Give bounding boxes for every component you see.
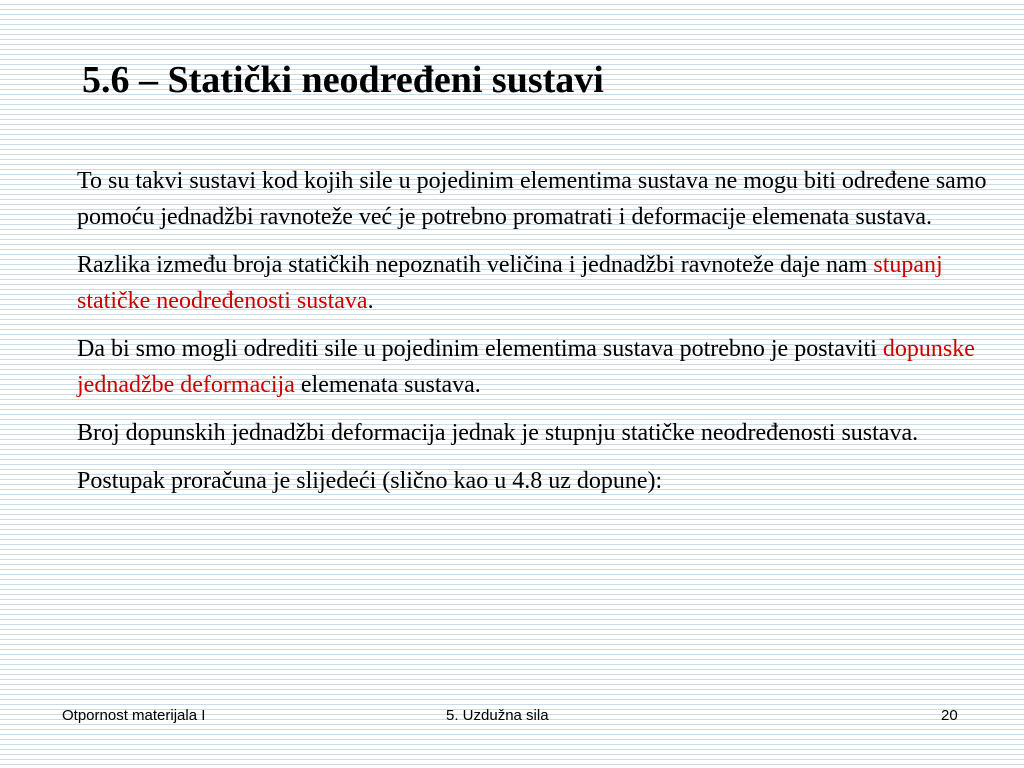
slide-title: 5.6 – Statički neodređeni sustavi (82, 59, 604, 101)
footer-course-name: Otpornost materijala I (62, 707, 206, 724)
slide-body (77, 163, 992, 511)
paragraph-text: Da bi smo mogli odrediti sile u pojedinim elementima sustava potrebno je postaviti (77, 336, 883, 362)
paragraph-deformation-equations (77, 331, 992, 403)
footer-page-number: 20 (941, 707, 958, 724)
paragraph-equation-count: Broj dopunskih jednadžbi deformacija jednak je stupnju statičke neodređenosti sustava. (77, 420, 919, 446)
paragraph-text: Razlika između broja statičkih nepoznatih veličina i jednadžbi ravnoteže daje nam (77, 252, 874, 278)
paragraph-text: elemenata sustava. (294, 372, 481, 398)
footer-chapter-name: 5. Uzdužna sila (446, 707, 549, 724)
paragraph-definition: To su takvi sustavi kod kojih sile u pojedinim elementima sustava ne mogu biti određene samo pomoću jednadžbi ravnoteže već je potrebno promatrati i deformacije elemenata sustava. (77, 168, 987, 230)
highlighted-term: stupanj statičke neodređenosti sustava (77, 252, 943, 314)
highlighted-term: dopunske jednadžbe deformacija (77, 336, 975, 398)
paragraph-degree-of-indeterminacy (77, 247, 992, 319)
paragraph-text: . (367, 288, 374, 314)
paragraph-procedure: Postupak proračuna je slijedeći (slično kao u 4.8 uz dopune): (77, 468, 663, 494)
